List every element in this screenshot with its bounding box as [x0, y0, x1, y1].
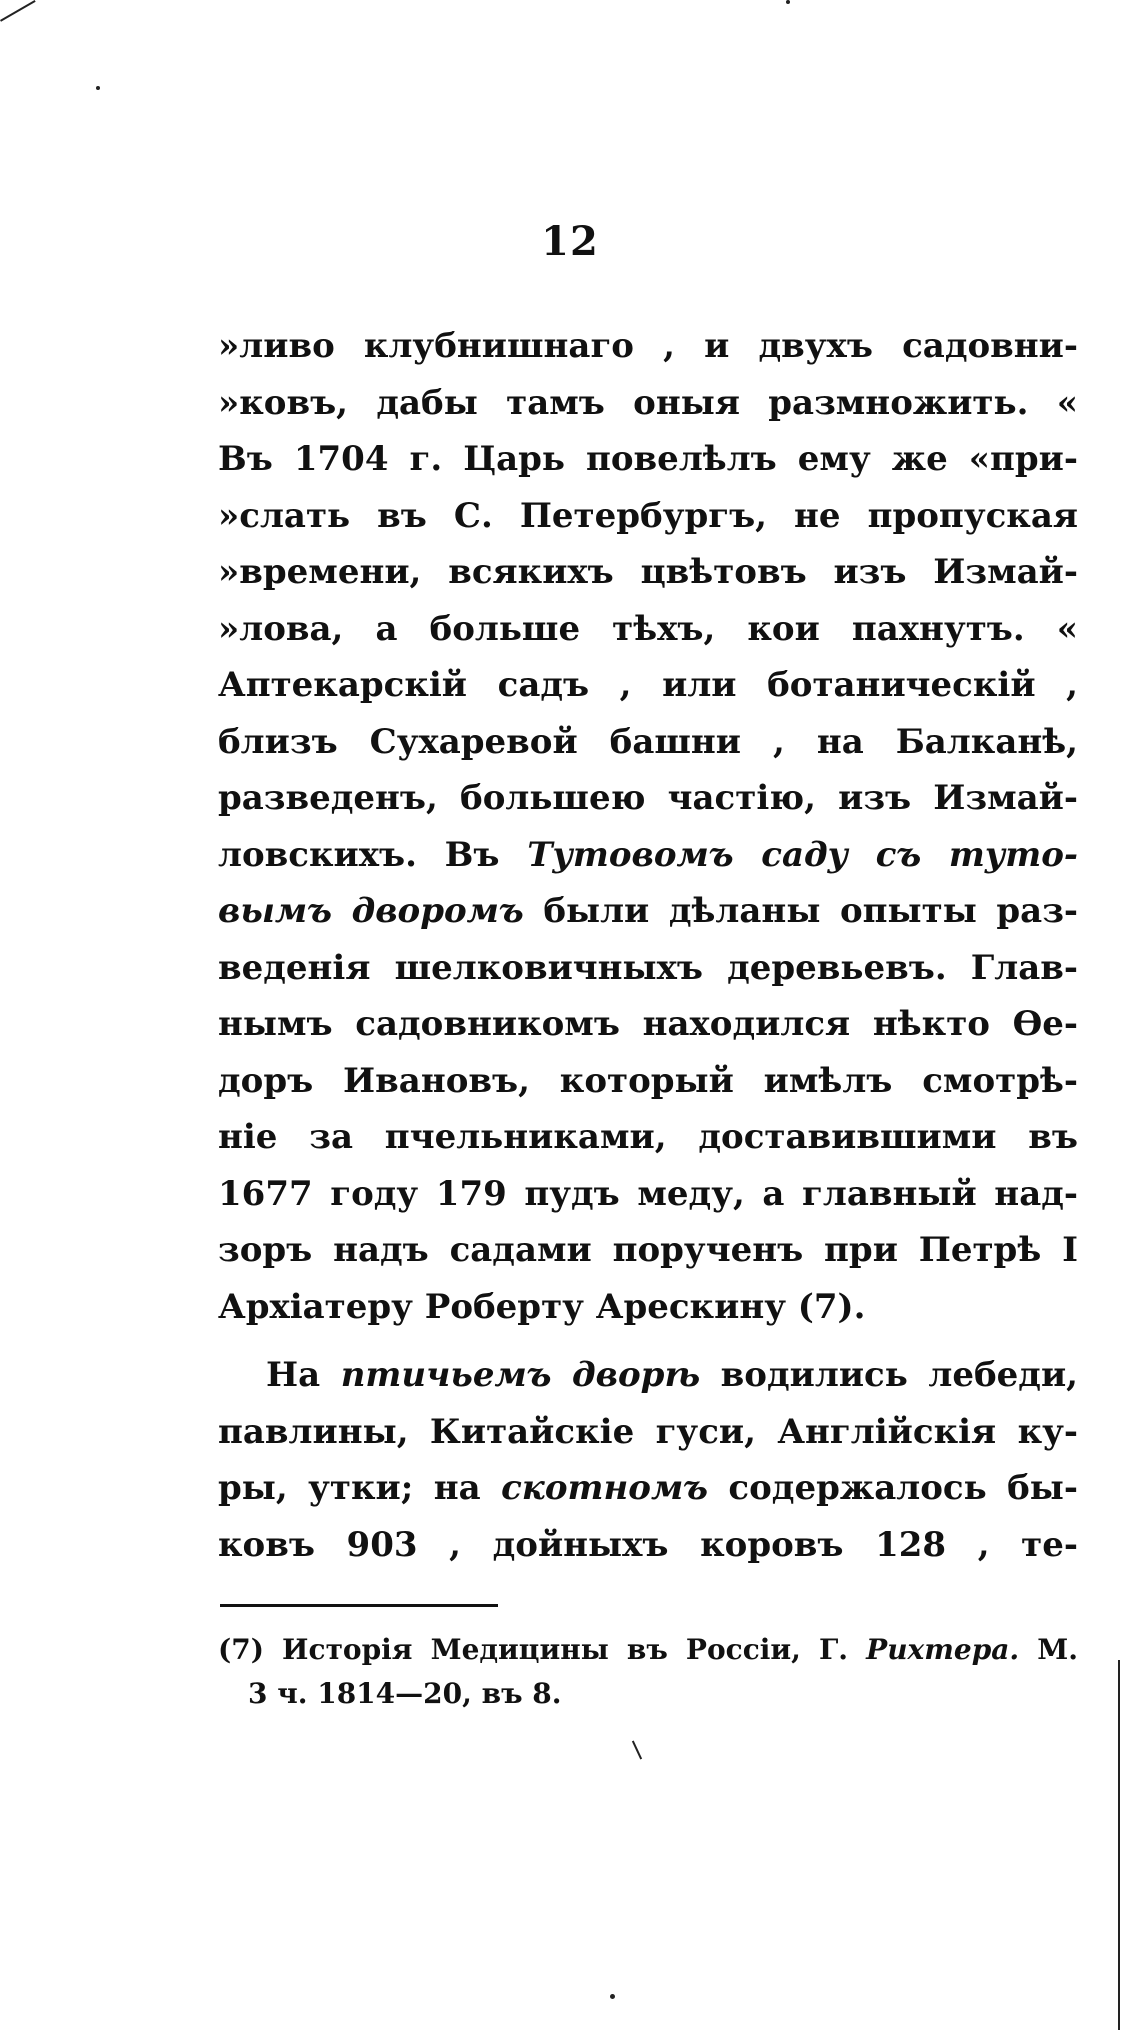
text-segment: М.	[1019, 1633, 1078, 1666]
text-line: ковъ 903 , дойныхъ коровъ 128 , те-	[218, 1524, 1078, 1565]
text-line: »времени, всякихъ цвѣтовъ изъ Измай-	[218, 552, 1078, 592]
text-line: Аптекарскій садъ , или ботаническій ,	[218, 665, 1078, 705]
text-line: »слать въ С. Петербургъ, не пропуская	[218, 495, 1078, 536]
text-line: »лова, а больше тѣхъ, кои пахнутъ. «	[218, 608, 1078, 649]
page-number: 12	[541, 218, 599, 265]
text-line	[218, 1347, 1078, 1404]
scan-artifact-mark	[632, 1741, 642, 1760]
text-segment: были дѣланы опыты раз-	[523, 891, 1079, 931]
paragraph-gap	[218, 1335, 1078, 1347]
scan-speck	[786, 0, 790, 4]
scan-speck	[96, 86, 100, 90]
italic-segment: скотномъ	[501, 1468, 708, 1508]
footnote-divider	[220, 1604, 498, 1607]
text-line	[218, 827, 1078, 884]
text-line: Въ 1704 г. Царь повелѣлъ ему же «при-	[218, 439, 1078, 479]
text-line	[218, 883, 1078, 940]
italic-segment: Рихтера.	[866, 1633, 1020, 1666]
text-line: »ковъ, дабы тамъ оныя размножить. «	[218, 382, 1078, 423]
text-line: »ливо клубнишнаго , и двухъ садовни-	[218, 326, 1078, 366]
text-line: доръ Ивановъ, который имѣлъ смотрѣ-	[218, 1060, 1078, 1101]
text-line: нымъ садовникомъ находился нѣкто Ѳе-	[218, 1004, 1078, 1044]
text-line	[218, 1460, 1078, 1517]
body-text	[218, 318, 1078, 1573]
text-segment: (7) Исторія Медицины въ Россіи, Г.	[218, 1633, 867, 1666]
text-segment: содержалось бы-	[707, 1468, 1078, 1508]
text-line: близъ Сухаревой башни , на Балканѣ,	[218, 721, 1078, 762]
text-segment: ловскихъ. Въ	[218, 834, 528, 875]
text-line: зоръ надъ садами порученъ при Петрѣ I	[218, 1230, 1078, 1270]
text-line: ніе за пчельниками, доставившими въ	[218, 1117, 1078, 1157]
text-line: разведенъ, большею частію, изъ Измай-	[218, 778, 1078, 818]
text-line: Архіатеру Роберту Арескину (7).	[218, 1286, 866, 1327]
text-line: 1677 году 179 пудъ меду, а главный над-	[218, 1173, 1078, 1214]
scan-speck	[610, 1994, 615, 1999]
text-segment: На	[266, 1355, 341, 1395]
italic-segment: птичьемъ дворѣ	[340, 1355, 701, 1395]
text-segment: водились лебеди,	[700, 1355, 1078, 1395]
text-line: павлины, Китайскіе гуси, Англійскія ку-	[218, 1411, 1078, 1452]
footnote-line: 3 ч. 1814—20, въ 8.	[248, 1677, 562, 1710]
italic-segment: Тутовомъ саду съ туто-	[527, 834, 1078, 875]
italic-segment: вымъ дворомъ	[218, 891, 524, 931]
footnote	[218, 1628, 1078, 1716]
scan-artifact-edge	[1118, 1660, 1120, 2030]
text-segment: ры, утки; на	[218, 1468, 502, 1508]
text-line: веденія шелковичныхъ деревьевъ. Глав-	[218, 947, 1078, 988]
scan-artifact-corner	[0, 0, 36, 22]
footnote-line	[218, 1628, 1078, 1672]
